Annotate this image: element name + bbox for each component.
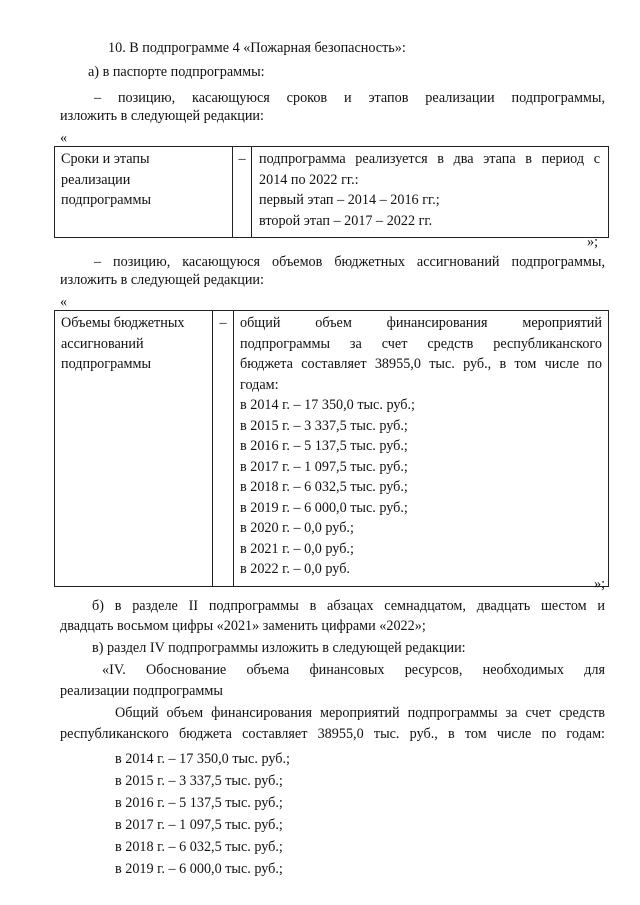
text-line: первый этап – 2014 – 2016 гг.; — [259, 192, 440, 208]
text-line: в 2016 г. – 5 137,5 тыс. руб.; — [240, 438, 408, 454]
text-line: в 2020 г. – 0,0 руб.; — [240, 520, 354, 536]
terms-dash-cell — [233, 147, 252, 238]
text-line: Объемы бюджетных — [61, 315, 185, 331]
table-row — [55, 311, 609, 587]
text-line: в 2019 г. – 6 000,0 тыс. руб.; — [240, 499, 408, 516]
year-item: в 2015 г. – 3 337,5 тыс. руб.; — [115, 773, 283, 789]
budget-label-cell — [55, 311, 213, 587]
budget-dash-cell — [213, 311, 234, 587]
years-list — [115, 748, 290, 880]
text-line: Сроки и этапы — [61, 151, 150, 167]
quote-open-2: « — [60, 294, 68, 310]
text-line: подпрограмма реализуется в два этапа в период с — [259, 151, 600, 167]
terms-label-cell — [55, 147, 233, 238]
text-line: в 2018 г. – 6 032,5 тыс. руб.; — [240, 479, 408, 495]
budget-dash: – — [219, 315, 227, 331]
table-row — [55, 147, 609, 238]
position1-line1: – позицию, касающуюся сроков и этапов реализации подпрограммы, — [94, 90, 605, 106]
item-b-line2: двадцать восьмом цифры «2021» заменить цифрами «2022»; — [60, 618, 426, 634]
quote-close-2: »; — [594, 576, 606, 592]
text-line: ассигнований — [61, 335, 144, 352]
item-b-line1: б) в разделе II подпрограммы в абзацах семнадцатом, двадцать шестом и — [92, 598, 605, 614]
year-item: в 2017 г. – 1 097,5 тыс. руб.; — [115, 817, 283, 833]
text-line: в 2021 г. – 0,0 руб.; — [240, 540, 354, 557]
year-item: в 2016 г. – 5 137,5 тыс. руб.; — [115, 795, 283, 811]
year-item: в 2018 г. – 6 032,5 тыс. руб.; — [115, 839, 283, 855]
position2-line1: – позицию, касающуюся объемов бюджетных ассигнований подпрограммы, — [94, 254, 605, 270]
year-item: в 2014 г. – 17 350,0 тыс. руб.; — [115, 751, 290, 767]
text-line: подпрограммы за счет средств республиканского — [240, 335, 602, 352]
text-line: реализации — [61, 171, 131, 188]
text-line: подпрограммы — [61, 356, 151, 372]
text-line: подпрограммы — [61, 192, 151, 208]
terms-content-cell — [252, 147, 609, 238]
section-title-line1: «IV. Обоснование объема финансовых ресурсов, необходимых для — [102, 662, 605, 678]
text-line: в 2017 г. – 1 097,5 тыс. руб.; — [240, 458, 408, 475]
passport-table-terms — [54, 146, 609, 238]
item-a: а) в паспорте подпрограммы: — [88, 64, 265, 80]
position2-line2: изложить в следующей редакции: — [60, 272, 264, 288]
text-line: в 2014 г. – 17 350,0 тыс. руб.; — [240, 397, 415, 413]
text-line: в 2015 г. – 3 337,5 тыс. руб.; — [240, 417, 408, 434]
text-line: общий объем финансирования мероприятий — [240, 315, 602, 331]
amendment-heading: 10. В подпрограмме 4 «Пожарная безопасность»: — [108, 40, 406, 56]
quote-close-1: »; — [587, 234, 599, 250]
terms-label — [61, 149, 227, 211]
text-line: второй этап – 2017 – 2022 гг. — [259, 212, 433, 229]
text-line: в 2022 г. – 0,0 руб. — [240, 561, 350, 577]
section-title-line2: реализации подпрограммы — [60, 683, 223, 699]
quote-open-1: « — [60, 130, 68, 146]
text-line: 2014 по 2022 гг.: — [259, 171, 359, 188]
year-item: в 2019 г. – 6 000,0 тыс. руб.; — [115, 861, 283, 877]
item-v: в) раздел IV подпрограммы изложить в следующей редакции: — [92, 640, 466, 656]
terms-content — [259, 149, 600, 231]
budget-content — [240, 313, 602, 580]
budget-label — [61, 313, 207, 375]
position1-line2: изложить в следующей редакции: — [60, 108, 264, 124]
text-line: бюджета составляет 38955,0 тыс. руб., в том числе по — [240, 356, 602, 372]
budget-content-cell — [234, 311, 609, 587]
total-line2: республиканского бюджета составляет 38955,0 тыс. руб., в том числе по годам: — [60, 726, 605, 742]
terms-dash: – — [238, 151, 246, 167]
total-line1: Общий объем финансирования мероприятий подпрограммы за счет средств — [115, 705, 605, 721]
passport-table-budget — [54, 310, 609, 587]
text-line: годам: — [240, 376, 279, 393]
